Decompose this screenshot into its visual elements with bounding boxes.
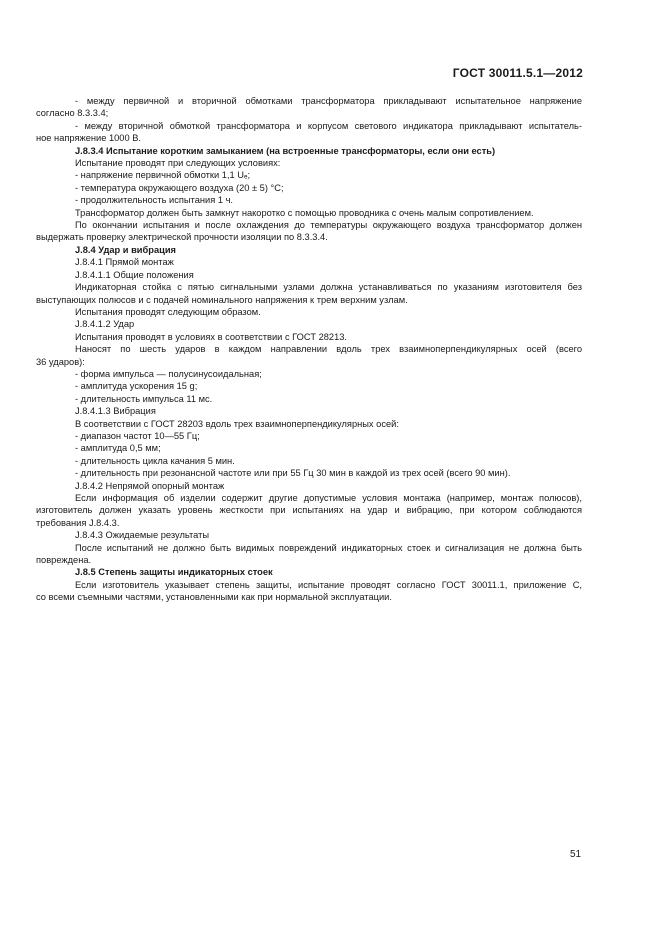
text-line: выступающих полюсов и с подачей номинального напряжения к трем верхним узлам. (36, 294, 408, 305)
text-line: - температура окружающего воздуха (20 ± 5) °C; (75, 182, 284, 193)
text-line: - продолжительность испытания 1 ч. (75, 195, 234, 206)
text-line: Испытание проводят при следующих условиях: (75, 158, 281, 169)
text-line: ное напряжение 1000 В. (36, 133, 142, 144)
text-line: - между первичной и вторичной обмотками трансформатора прикладывают испытательное напряжение (75, 96, 582, 106)
page-number: 51 (570, 849, 582, 860)
text-line: - диапазон частот 10—55 Гц; (75, 430, 200, 441)
text-line: со всеми съемными частями, установленными как при нормальной эксплуатации. (36, 592, 392, 603)
section-heading: J.8.5 Степень защиты индикаторных стоек (75, 567, 273, 578)
text-line: J.8.4.2 Непрямой опорный монтаж (75, 480, 225, 491)
text-line: - между вторичной обмоткой трансформатора и корпусом светового индикатора прикладывают испытатель- (75, 120, 582, 131)
text-line: 36 ударов): (36, 356, 85, 367)
text-line: - форма импульса — полусинусоидальная; (75, 368, 262, 379)
text-line: В соответствии с ГОСТ 28203 вдоль трех взаимноперпендикулярных осей: (75, 418, 399, 429)
text-line: повреждена. (36, 555, 92, 566)
text-line: Испытания проводят следующим образом. (75, 306, 261, 317)
text-line: - длительность цикла качания 5 мин. (75, 455, 235, 466)
text-line: - длительность импульса 11 мс. (75, 393, 213, 404)
section-heading: J.8.4 Удар и вибрация (75, 244, 176, 255)
text-line: J.8.4.3 Ожидаемые результаты (75, 530, 210, 541)
text-line: Испытания проводят в условиях в соответствии с ГОСТ 28213. (75, 331, 348, 342)
text-line: требования J.8.4.3. (36, 517, 120, 528)
text-line: изготовитель должен указать уровень жесткости при испытаниях на удар и вибрацию, при котором соблюдаются (36, 505, 582, 516)
text-line: - длительность при резонансной частоте или при 55 Гц 30 мин в каждой из трех осей (всего 90 мин). (75, 468, 511, 479)
text-line: - напряжение первичной обмотки 1,1 Uₑ; (75, 170, 251, 181)
document-body (36, 95, 582, 604)
section-heading: J.8.3.4 Испытание коротким замыканием (на встроенные трансформаторы, если они есть) (75, 145, 496, 156)
text-line: Если информация об изделии содержит другие допустимые условия монтажа (например, монтаж полюсов), (75, 493, 582, 503)
text-line: согласно 8.3.3.4; (36, 108, 109, 119)
text-line: J.8.4.1.2 Удар (75, 319, 135, 330)
text-line: J.8.4.1.1 Общие положения (75, 269, 194, 280)
text-line: По окончании испытания и после охлаждения до температуры окружающего воздуха трансформатор должен (75, 220, 582, 231)
text-line: Если изготовитель указывает степень защиты, испытание проводят согласно ГОСТ 30011.1, приложение С, (75, 579, 582, 590)
text-line: - амплитуда ускорения 15 g; (75, 381, 198, 392)
text-line: Трансформатор должен быть замкнут накоротко с помощью проводника с очень малым сопротивлением. (75, 207, 534, 218)
text-line: После испытаний не должно быть видимых повреждений индикаторных стоек и сигнализация не должна быть (75, 542, 582, 553)
text-line: - амплитуда 0,5 мм; (75, 443, 161, 454)
page-header-standard: ГОСТ 30011.5.1—2012 (452, 66, 583, 80)
text-line: Индикаторная стойка с пятью сигнальными узлами должна устанавливаться по указаниям изготовителя без (75, 282, 582, 293)
text-line: Наносят по шесть ударов в каждом направлении вдоль трех взаимноперпендикулярных осей (всего (75, 344, 582, 355)
text-line: J.8.4.1.3 Вибрация (75, 406, 156, 417)
text-line: J.8.4.1 Прямой монтаж (75, 257, 174, 268)
text-line: выдержать проверку электрической прочности изоляции по 8.3.3.4. (36, 232, 328, 243)
